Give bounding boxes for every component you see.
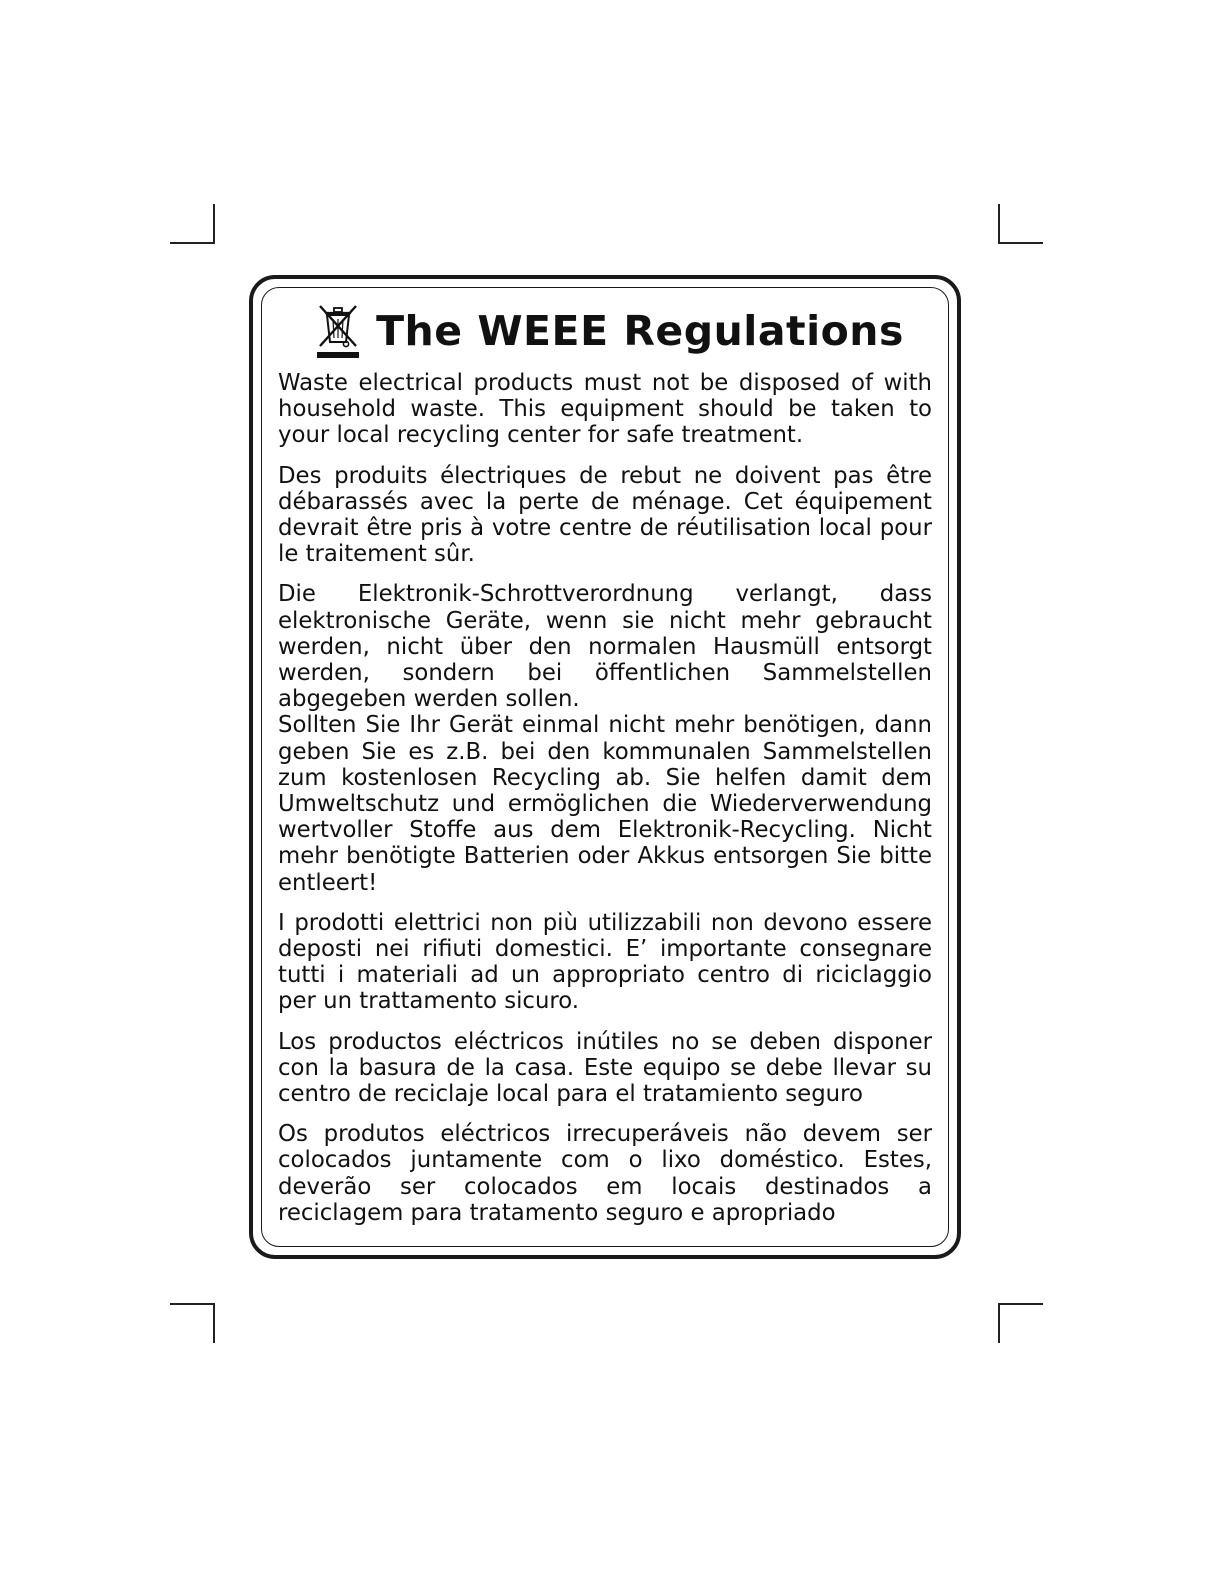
regulation-text [278,370,932,1226]
paragraph-german: Die Elektronik-Schrottverordnung verlangt, dass elektronische Geräte, wenn sie nicht mehr gebraucht werden, nicht über den normalen Hausmüll entsorgt werden, sondern bei öffentlichen Sammelstellen abgegeben werden sollen. [278,581,932,713]
page-title: The WEEE Regulations [376,306,904,355]
paragraph-italian: I prodotti elettrici non più utilizzabili non devono essere deposti nei rifiuti domestici. E’ importante consegnare tutti i materiali ad un appropriato centro di riciclaggio per un trattamento sicuro. [278,909,932,1015]
crop-mark-bottom-left-vertical [213,1303,215,1343]
crop-mark-top-right-vertical [998,204,1000,244]
crop-mark-top-left-vertical [213,204,215,244]
paragraph-french: Des produits électriques de rebut ne doivent pas être débarassés avec la perte de ménage. Cet équipement devrait être pris à votre centre de réutilisation local pour le traitement sûr. [278,462,932,568]
crop-mark-top-left-horizontal [170,242,215,244]
crop-mark-bottom-left-horizontal [170,1303,215,1305]
crop-mark-bottom-right-vertical [998,1303,1000,1343]
paragraph-german-continued: Sollten Sie Ihr Gerät einmal nicht mehr benötigen, dann geben Sie es z.B. bei den kommunalen Sammelstellen zum kostenlosen Recycling ab. Sie helfen damit dem Umweltschutz und ermöglichen die Wiederverwendung wertvoller Stoffe aus dem Elektronik-Recycling. Nicht mehr benötigte Batterien oder Akkus entsorgen Sie bitte entleert! [278,712,932,896]
paragraph-english: Waste electrical products must not be disposed of with household waste. This equipment should be taken to your local recycling center for safe treatment. [278,370,932,449]
paragraph-spanish: Los productos eléctricos inútiles no se deben disponer con la basura de la casa. Este equipo se debe llevar su centro de reciclaje local para el tratamiento seguro [278,1028,932,1108]
crossed-out-wheelie-bin-icon [316,302,360,360]
title-row [300,300,920,362]
paragraph-portuguese: Os produtos eléctricos irrecuperáveis não devem ser colocados juntamente com o lixo doméstico. Estes, deverão ser colocados em locais destinados a reciclagem para tratamento seguro e apropriado [278,1121,932,1226]
crop-mark-top-right-horizontal [998,242,1043,244]
crop-mark-bottom-right-horizontal [998,1303,1043,1305]
